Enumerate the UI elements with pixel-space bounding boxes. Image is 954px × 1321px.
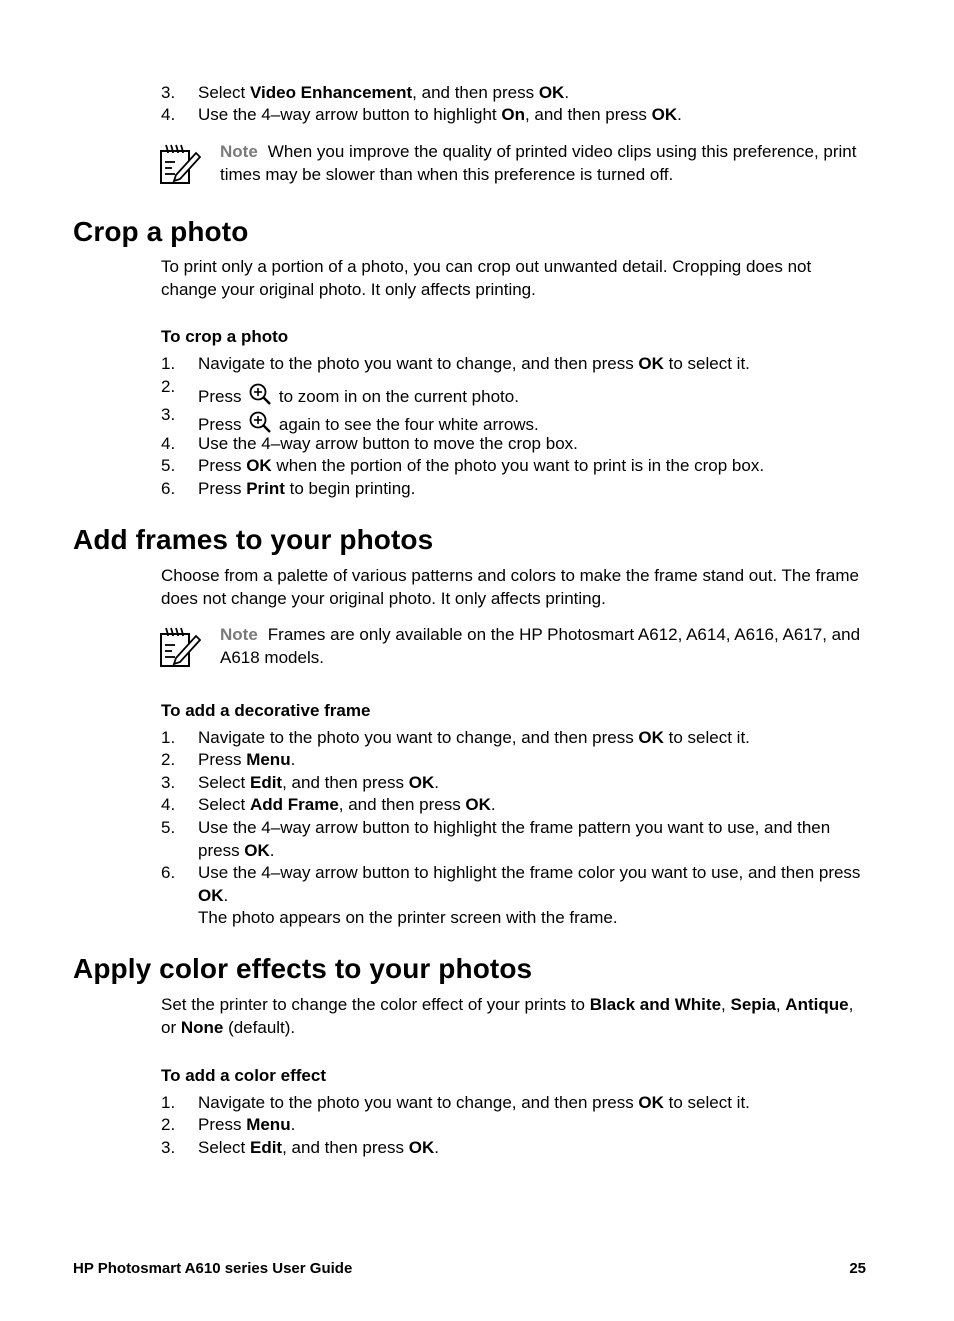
section-heading-frames: Add frames to your photos (73, 524, 434, 555)
bold-term: OK (638, 1093, 664, 1112)
bold-term: OK (244, 840, 270, 860)
text-run: , (775, 995, 786, 1014)
bold-term: OK (465, 795, 491, 814)
list-number: 4. (161, 434, 176, 453)
text-run: , and then press (524, 105, 652, 124)
list-text (198, 1137, 868, 1160)
text-run: Use the 4–way arrow button to highlight the frame color you want to use, and then press (198, 863, 861, 882)
section-heading-crop: Crop a photo (73, 216, 249, 247)
text-run: to select it. (663, 1093, 750, 1112)
bold-term: OK (246, 456, 272, 475)
note-label: Note (220, 625, 258, 644)
text-run: to select it. (663, 354, 750, 373)
text-run: Press (198, 456, 247, 475)
list-text (198, 433, 868, 456)
color-intro (161, 994, 871, 1039)
list-number: 5. (161, 456, 176, 475)
bold-term: Video Enhancement (249, 83, 413, 102)
text-run: , (721, 995, 731, 1014)
text-run: to zoom in on the current photo. (274, 387, 519, 406)
bold-term: None (180, 1017, 224, 1037)
list-number: 3. (161, 1138, 176, 1157)
bold-term: Add Frame (249, 795, 339, 814)
list-number: 6. (161, 479, 176, 498)
note (220, 141, 870, 186)
text-run: Press (198, 479, 247, 498)
list-text (198, 1114, 868, 1137)
list-number: 5. (161, 818, 176, 837)
note-text: When you improve the quality of printed video clips using this preference, print times may be slower than when this preference is turned off. (220, 142, 857, 184)
text-run: . (564, 83, 570, 102)
text-run: . (269, 840, 275, 860)
list-number: 4. (161, 105, 176, 124)
bold-term: Sepia (730, 995, 776, 1014)
list-text (198, 82, 868, 105)
bold-term: OK (638, 354, 664, 373)
bold-term: Black and White (589, 995, 722, 1014)
text-run: , or (161, 995, 854, 1037)
list-text (198, 382, 868, 409)
note-icon (158, 625, 202, 669)
text-run: to select it. (663, 728, 750, 747)
text-run: . (434, 773, 439, 792)
crop-intro: To print only a portion of a photo, you can crop out unwanted detail. Cropping does not change your original photo. It only affects printing. (161, 257, 812, 299)
note-text: Frames are only available on the HP Photosmart A612, A614, A616, A617, and A618 models. (220, 625, 861, 667)
text-run: Press (198, 415, 247, 434)
list-text (198, 862, 868, 930)
list-number: 4. (161, 795, 176, 814)
text-run: , and then press (282, 1138, 409, 1157)
bold-term: Print (246, 479, 285, 498)
list-number: 2. (161, 377, 176, 396)
list-text (198, 749, 868, 772)
list-text (198, 455, 868, 478)
text-run: again to see the four white arrows. (274, 415, 539, 434)
text-run: . (677, 105, 682, 124)
text-run: . (434, 1138, 439, 1157)
list-number: 1. (161, 1093, 176, 1112)
bold-term: Edit (249, 773, 283, 792)
text-run: Select (198, 773, 250, 792)
list-text (198, 104, 868, 127)
list-number: 3. (161, 83, 176, 102)
frames-intro: Choose from a palette of various patterns and colors to make the frame stand out. The frame does not change your original photo. It only affects printing. (161, 566, 859, 608)
text-run: , and then press (338, 795, 466, 814)
text-run: Press (198, 387, 247, 406)
section-heading-color: Apply color effects to your photos (73, 953, 533, 984)
text-run: to begin printing. (284, 479, 416, 498)
list-number: 6. (161, 863, 176, 882)
list-text (198, 353, 868, 376)
bold-term: OK (408, 1138, 435, 1157)
bold-term: Menu (246, 750, 291, 769)
text-run: Select (198, 1138, 250, 1157)
list-text (198, 1092, 868, 1115)
list-number: 2. (161, 1115, 176, 1134)
list-text (198, 817, 868, 862)
text-run: when the portion of the photo you want to print is in the crop box. (271, 456, 765, 475)
text-run: The photo appears on the printer screen with the frame. (198, 908, 618, 927)
frames-subheading: To add a decorative frame (161, 701, 371, 720)
list-text (198, 727, 868, 750)
text-run: . (290, 750, 296, 769)
text-run: Set the printer to change the color effect of your prints to (161, 995, 590, 1014)
bold-term: On (501, 105, 525, 124)
bold-term: Antique (785, 995, 849, 1014)
text-run: Navigate to the photo you want to change, and then press (198, 354, 639, 373)
text-run: Navigate to the photo you want to change, and then press (198, 728, 639, 747)
bold-term: OK (198, 885, 224, 905)
note (220, 624, 870, 669)
zoom-in-icon (248, 410, 272, 434)
page-number: 25 (849, 1260, 866, 1277)
text-run: Use the 4–way arrow button to highlight the frame pattern you want to use, and then press (198, 818, 831, 860)
text-run: . (490, 795, 496, 814)
text-run: . (290, 1115, 296, 1134)
text-run: , and then press (412, 83, 539, 102)
bold-term: Edit (249, 1138, 283, 1157)
note-icon (158, 142, 202, 186)
text-run: Use the 4–way arrow button to highlight (198, 105, 502, 124)
text-run: Use the 4–way arrow button to move the crop box. (198, 434, 578, 453)
text-run: Select (198, 795, 250, 814)
zoom-in-icon (248, 382, 272, 406)
bold-term: OK (638, 728, 664, 747)
bold-term: OK (651, 105, 678, 124)
text-run: , and then press (282, 773, 409, 792)
list-text (198, 794, 868, 817)
footer-title: HP Photosmart A610 series User Guide (73, 1260, 353, 1277)
bold-term: OK (538, 83, 565, 102)
bold-term: Menu (246, 1115, 291, 1134)
list-text (198, 478, 868, 501)
text-run: . (223, 885, 229, 905)
text-run: Select (198, 83, 250, 102)
crop-subheading: To crop a photo (161, 327, 289, 346)
list-number: 2. (161, 750, 176, 769)
text-run: Navigate to the photo you want to change, and then press (198, 1093, 639, 1112)
list-number: 3. (161, 405, 176, 424)
text-run: Press (198, 750, 247, 769)
color-subheading: To add a color effect (161, 1066, 326, 1085)
list-text (198, 772, 868, 795)
text-run: Press (198, 1115, 247, 1134)
list-number: 1. (161, 354, 176, 373)
text-run: (default). (223, 1017, 296, 1037)
list-number: 3. (161, 773, 176, 792)
bold-term: OK (408, 773, 435, 792)
list-number: 1. (161, 728, 176, 747)
note-label: Note (220, 142, 258, 161)
